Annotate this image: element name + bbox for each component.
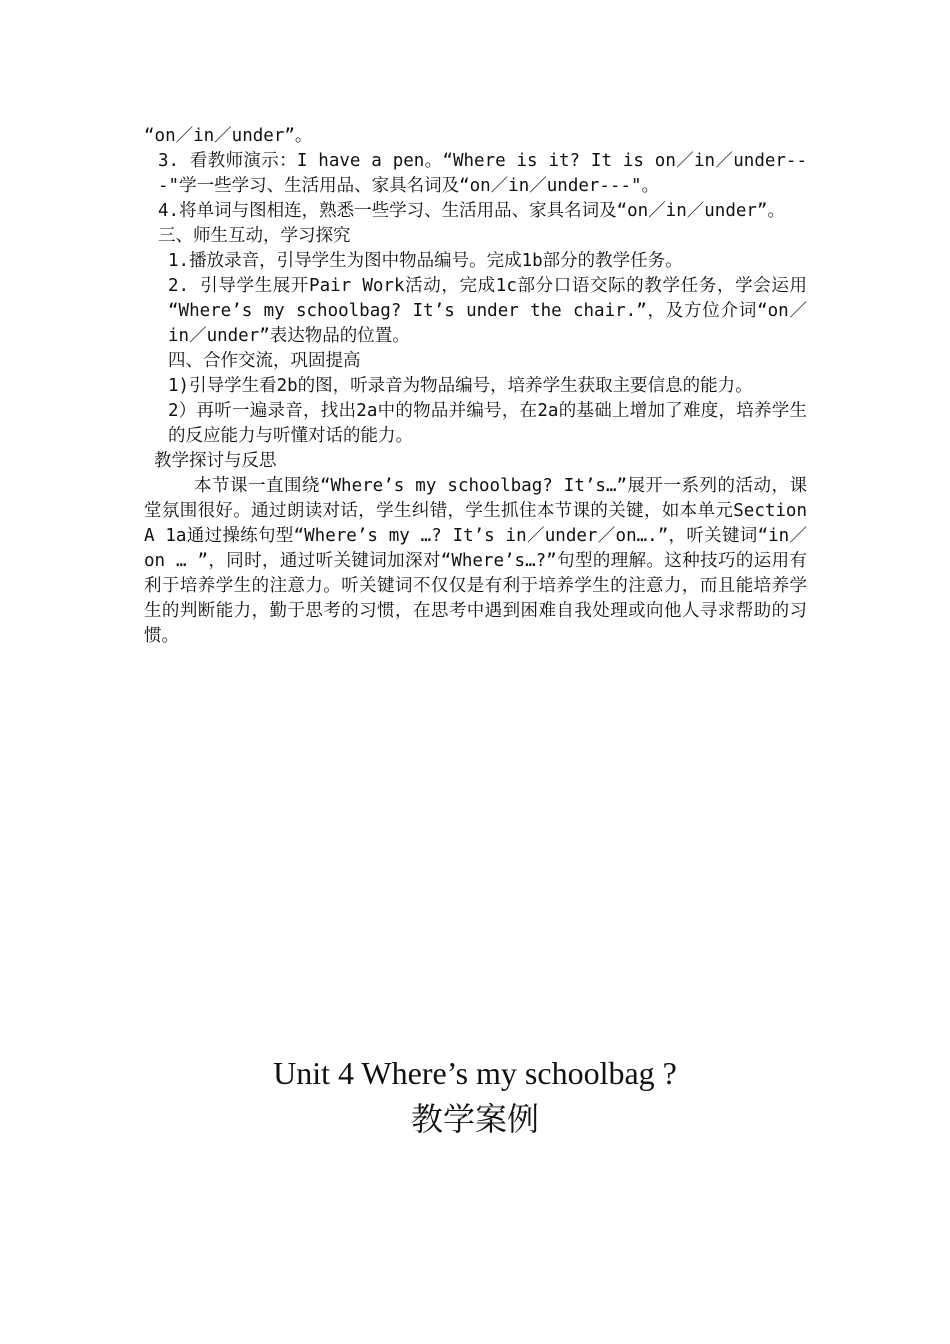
- paragraph-interaction-2: 2. 引导学生展开Pair Work活动，完成1c部分口语交际的教学任务，学会运用 “Where’s my schoolbag? It’s under the chair.”，及方位介词“on／in／under”表达物品的位置。: [168, 276, 807, 346]
- paragraph-cooperation-2: 2）再听一遍录音，找出2a中的物品并编号，在2a的基础上增加了难度，培养学生的反应能力与听懂对话的能力。: [168, 401, 807, 446]
- paragraph-step-3: 3. 看教师演示：I have a pen。“Where is it? It is on／in／under---"学一些学习、生活用品、家具名词及“on／in／under---"。: [158, 151, 807, 196]
- title-chinese: 教学案例: [410, 1100, 539, 1138]
- reflection-paragraph: 本节课一直围绕“Where’s my schoolbag? It’s…”展开一系列的活动，课堂氛围很好。通过朗读对话，学生纠错，学生抓住本节课的关键，如本单元Section A 1a通过操练句型“Where’s my …? It’s in／under／on….”，听关键词“in／on … ”，同时，通过听关键词加深对“Where’s…?”句型的理解。这种技巧的运用有利于培养学生的注意力。听关键词不仅仅是有利于培养学生的注意力，而且能培养学生的判断能力，勤于思考的习惯，在思考中遇到困难自我处理或向他人寻求帮助的习惯。: [144, 476, 807, 646]
- paragraph-step-4: 4.将单词与图相连，熟悉一些学习、生活用品、家具名词及“on／in／under”。: [158, 201, 785, 221]
- paragraph-prepositions: “on／in／under”。: [144, 126, 313, 146]
- paragraph-interaction-1: 1.播放录音，引导学生为图中物品编号。完成1b部分的教学任务。: [168, 251, 683, 271]
- section-heading-4: 四、合作交流，巩固提高: [168, 351, 361, 371]
- body-text: [144, 124, 807, 649]
- section-heading-3: 三、师生互动，学习探究: [158, 226, 351, 246]
- case-title-block: [0, 1050, 950, 1142]
- paragraph-cooperation-1: 1)引导学生看2b的图，听录音为物品编号，培养学生获取主要信息的能力。: [168, 376, 753, 396]
- reflection-heading: 教学探讨与反思: [154, 451, 277, 471]
- title-english: Unit 4 Where’s my schoolbag ?: [273, 1055, 677, 1091]
